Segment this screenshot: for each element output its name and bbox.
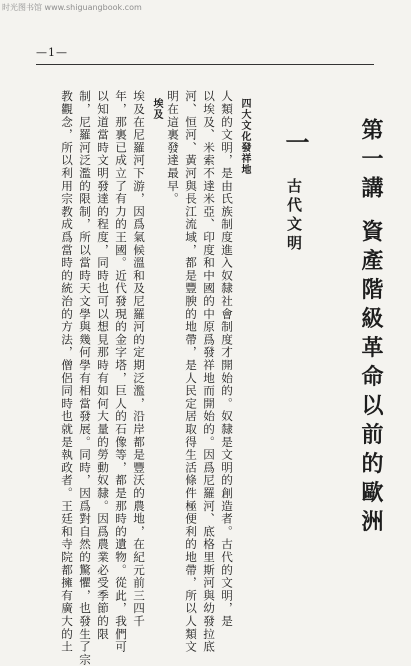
subsection-heading-egypt: 埃及 [151, 98, 162, 120]
body-line: 人類的文明，是由氏族制度進入奴隸社會制度才開始的。奴隸是文明的創造者。古代的文明，是 [220, 90, 234, 628]
body-line: 制，尼羅河泛濫的限制，所以當時天文學與幾何學有相當發展。同時，因爲對自然的驚懼，也發生了宗 [78, 90, 92, 666]
body-line: 明在這裏發達最早。 [166, 90, 180, 206]
body-line: 教觀念，所以利用宗教成爲當時的統治的方法，僧侶同時也就是執政者。王廷和寺院都擁有廣大的土 [60, 90, 74, 654]
body-line: 年，那裏已成立了有力的王國。近代發現的金字塔，巨人的石像等，都是那時的遺物。從此，我們可 [114, 90, 128, 654]
section-title: 古代文明 [285, 178, 303, 254]
section-number: 一 [281, 130, 310, 154]
page-number: —1— [36, 46, 68, 59]
subsection-heading-origins: 四大文化發祥地 [239, 98, 250, 175]
body-line: 埃及在尼羅河下游，因爲氣候溫和及尼羅河的定期泛濫，沿岸都是豐沃的農地，在紀元前三四千 [132, 90, 146, 628]
watermark: 时光图书馆 www.shiguangbook.com [2, 3, 142, 12]
header-rule [36, 64, 374, 65]
body-line: 以知道當時文明發達的程度，同時也可以想見那時有如何大量的勞動奴隸。因爲農業必受季節的限 [96, 90, 110, 641]
body-line: 以埃及、米索不達米亞、印度和中國的中原爲發祥地而開始的。因爲尼羅河、底格里斯河與幼發拉底 [202, 90, 216, 654]
body-line: 河、恒河、黃河與長江流域，都是豐腴的地帶，是人民定居取得生活條件極便利的地帶，所以人類文 [184, 90, 198, 654]
chapter-title: 第一講 資產階級革命以前的歐洲 [358, 118, 384, 539]
